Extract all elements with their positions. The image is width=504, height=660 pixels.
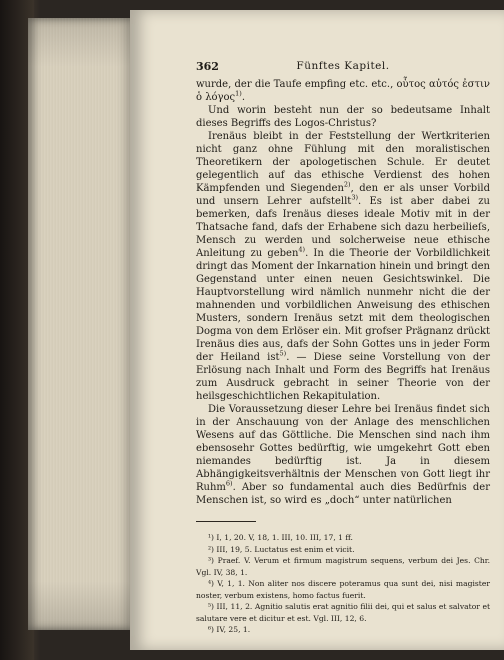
footnote-ref-4: 4) xyxy=(298,245,306,254)
footnote-ref-3: 3) xyxy=(351,193,358,202)
chapter-title: Fünftes Kapitel. xyxy=(296,60,390,72)
running-head xyxy=(196,60,490,74)
footnote-ref-2: 2) xyxy=(343,180,351,189)
footnote-1: ¹) I, 1, 20. V, 18, 1. III, 10. III, 17, 1 ff. xyxy=(208,533,353,542)
page-content xyxy=(196,60,490,636)
footnote-5: ⁵) III, 11, 2. Agnitio salutis erat agnitio filii dei, qui et salus et salvator et salutare vere et dicitur et est. Vgl. III, 12, 6. xyxy=(196,602,490,623)
book-page xyxy=(130,10,504,650)
footnote-ref-5: 5) xyxy=(279,349,287,358)
paragraph-1: wurde, der die Taufe empfing etc. etc., οὗτος αὐτός ἐστιν ὁ λόγος$^{1)}$. xyxy=(196,79,490,103)
footnote-ref-6: 6) xyxy=(225,479,233,488)
paragraph-4: Die Voraussetzung dieser Lehre bei Irenäus findet sich in der Anschauung von der Anlage des menschlichen Wesens auf das Göttliche. Die Menschen sind nach ihm ebensosehr Gottes bedürftig, wie umgekehrt Gott eben niemandes bedürftig ist. Ja in diesem Abhängigkeitsverhältnis der Menschen von Gott liegt ihr Ruhm$^{6)}$. Aber so fundamental auch dies Bedürfnis der Menschen ist, so wird es „doch“ unter natürlichen xyxy=(196,404,490,506)
paragraph-3: Irenäus bleibt in der Feststellung der Wertkriterien nicht ganz ohne Fühlung mit den moralistischen Theoretikern der apologetischen Schule. Er deutet gelegentlich auf das ethische Verdienst des hohen Kämpfenden und Siegenden$^{2)}$, den er als unser Vorbild und unsern Lehrer aufstellt$^{3)}$. Es ist aber dabei zu bemerken, dafs Irenäus dieses ideale Motiv mit in der Thatsache fand, dafs der Erhabene sich dazu herbeilieſs, Mensch zu werden und solcherweise neue ethische Anleitung zu geben$^{4)}$. In die Theorie der Vorbildlichkeit dringt das Moment der Inkarnation hinein und bringt den Gegenstand unter einen neuen Gesichtswinkel. Die Hauptvorstellung wird nämlich nunmehr nicht die der mahnenden und vorbildlichen Anweisung des ethischen Musters, sondern Irenäus setzt mit dem theologischen Dogma von dem Erlöser ein. Mit grofser Prägnanz drückt Irenäus dies aus, dafs der Sohn Gottes uns in jeder Form der Heiland ist$^{5)}$. — Diese seine Vorstellung von der Erlösung nach Inhalt und Form des Begriffs hat Irenäus zum Ausdruck gebracht in seiner Theorie von der heilsgeschichtlichen Rekapitulation. xyxy=(196,131,490,402)
footnote-divider xyxy=(196,521,256,522)
page-edges xyxy=(28,18,132,630)
footnote-3: ³) Praef. V. Verum et firmum magistrum sequens, verbum dei Jes. Chr. Vgl. IV, 38, 1. xyxy=(196,556,490,577)
paragraph-2: Und worin besteht nun der so bedeutsame Inhalt dieses Begriffs des Logos-Christus? xyxy=(196,105,490,129)
page-number: 362 xyxy=(196,60,219,73)
footnotes xyxy=(196,532,490,636)
footnote-4: ⁴) V, 1, 1. Non aliter nos discere poteramus qua sunt dei, nisi magister noster, verbum existens, homo factus fuerit. xyxy=(196,579,490,600)
footnote-6: ⁶) IV, 25, 1. xyxy=(208,625,251,634)
footnote-ref-1: 1) xyxy=(235,89,242,98)
footnote-2: ²) III, 19, 5. Luctatus est enim et vicit. xyxy=(208,544,355,554)
